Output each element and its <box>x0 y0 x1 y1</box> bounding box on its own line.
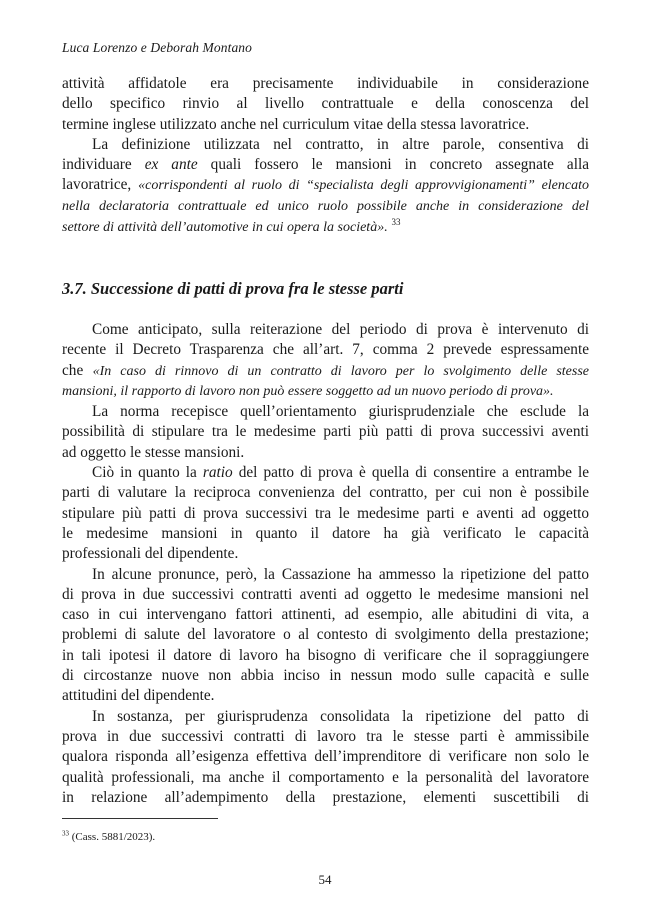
text-line: individuare ex ante quali fossero le mansioni in concreto assegnate alla <box>62 156 590 174</box>
text-line: di circostanze nuove non abbia inciso in nessun modo sulle capacità e sulle <box>62 667 589 685</box>
text-line: che «In caso di rinnovo di un contratto di lavoro per lo svolgimento delle stesse <box>62 361 589 379</box>
text-line: attitudini del dipendente. <box>62 687 215 705</box>
text-line: La norma recepisce quell’orientamento giurisprudenziale che esclude la <box>92 403 589 421</box>
text-line: ad oggetto le stesse mansioni. <box>62 443 245 461</box>
text-line: In sostanza, per giurisprudenza consolidata la ripetizione del patto di <box>92 707 589 725</box>
text-line: problemi di salute del lavoratore o al contesto di svolgimento della prestazione; <box>62 626 589 644</box>
main-text-block <box>62 320 589 808</box>
text-line: qualità professionali, ma anche il comportamento e la personalità del lavoratore <box>62 768 589 786</box>
top-text-block <box>62 74 589 238</box>
text-line: le medesime mansioni in quanto il datore ha già verificato le capacità <box>62 524 589 542</box>
text-line: parti di valutare la reciproca convenienza del contratto, per cui non è possibile <box>62 484 589 502</box>
text-line: nella declaratoria contrattuale ed unico ruolo possibile anche in considerazione del <box>62 198 589 214</box>
paragraph <box>62 402 589 463</box>
text-line: in tali ipotesi il datore di lavoro ha bisogno di verificare che il sopraggiungere <box>62 646 589 664</box>
text-line: possibilità di stipulare tra le medesime parti più patti di prova successivi aventi <box>62 423 589 441</box>
text-line: di prova in due successivi contratti aventi ad oggetto le medesime mansioni nel <box>62 585 589 603</box>
paragraph <box>62 320 589 402</box>
text-line: qualora risponda all’esigenza effettiva dell’imprenditore di verificare non solo le <box>62 748 589 766</box>
paragraph <box>62 707 589 808</box>
text-line: termine inglese utilizzato anche nel curriculum vitae della stessa lavoratrice. <box>62 115 530 133</box>
paragraph <box>62 565 589 707</box>
text-line: attività affidatole era precisamente individuabile in considerazione <box>62 75 589 92</box>
paragraph <box>62 463 589 564</box>
footnote <box>62 831 155 843</box>
text-line: Ciò in quanto la ratio del patto di prova è quella di consentire a entrambe le <box>92 464 589 482</box>
text-line: lavoratrice, «corrispondenti al ruolo di “specialista degli approvvigionamenti” elencato <box>62 176 589 194</box>
text-line: In alcune pronunce, però, la Cassazione ha ammesso la ripetizione del patto <box>92 565 589 583</box>
footnote-reference: 33 <box>391 216 401 227</box>
text-line: Come anticipato, sulla reiterazione del periodo di prova è intervenuto di <box>92 321 589 338</box>
text-line: settore di attività dell’automotive in cui opera la società». $^{33}$ <box>62 216 401 236</box>
page-number: 54 <box>318 872 332 887</box>
section-heading: 3.7. Successione di patti di prova fra le stesse parti <box>62 279 404 298</box>
text-line: mansioni, il rapporto di lavoro non può essere soggetto ad un nuovo periodo di prova». <box>62 383 554 399</box>
running-header: Luca Lorenzo e Deborah Montano <box>62 40 252 55</box>
text-line: La definizione utilizzata nel contratto, in altre parole, consentiva di <box>92 135 589 153</box>
paragraph <box>62 135 589 238</box>
footnote-text: (Cass. 5881/2023). <box>69 831 156 843</box>
text-line: prova in due successivi contratti di lavoro tra le stesse parti è ammissibile <box>62 727 589 745</box>
text-line: in relazione all’adempimento della prestazione, elementi suscettibili di <box>62 788 589 806</box>
text-line: caso in cui intervengano fattori attinenti, ad esempio, alle abitudini di vita, a <box>62 606 589 624</box>
footnote-mark: 33 <box>62 829 69 838</box>
text-line: recente il Decreto Trasparenza che all’art. 7, comma 2 prevede espressamente <box>62 341 589 359</box>
text-line: dello specifico rinvio al livello contrattuale e della conoscenza del <box>62 95 589 113</box>
text-line: stipulare più patti di prova successivi tra le medesime parti e aventi ad oggetto <box>62 504 589 522</box>
footnote-divider <box>62 818 218 819</box>
paragraph <box>62 74 589 135</box>
text-line: professionali del dipendente. <box>62 545 239 563</box>
